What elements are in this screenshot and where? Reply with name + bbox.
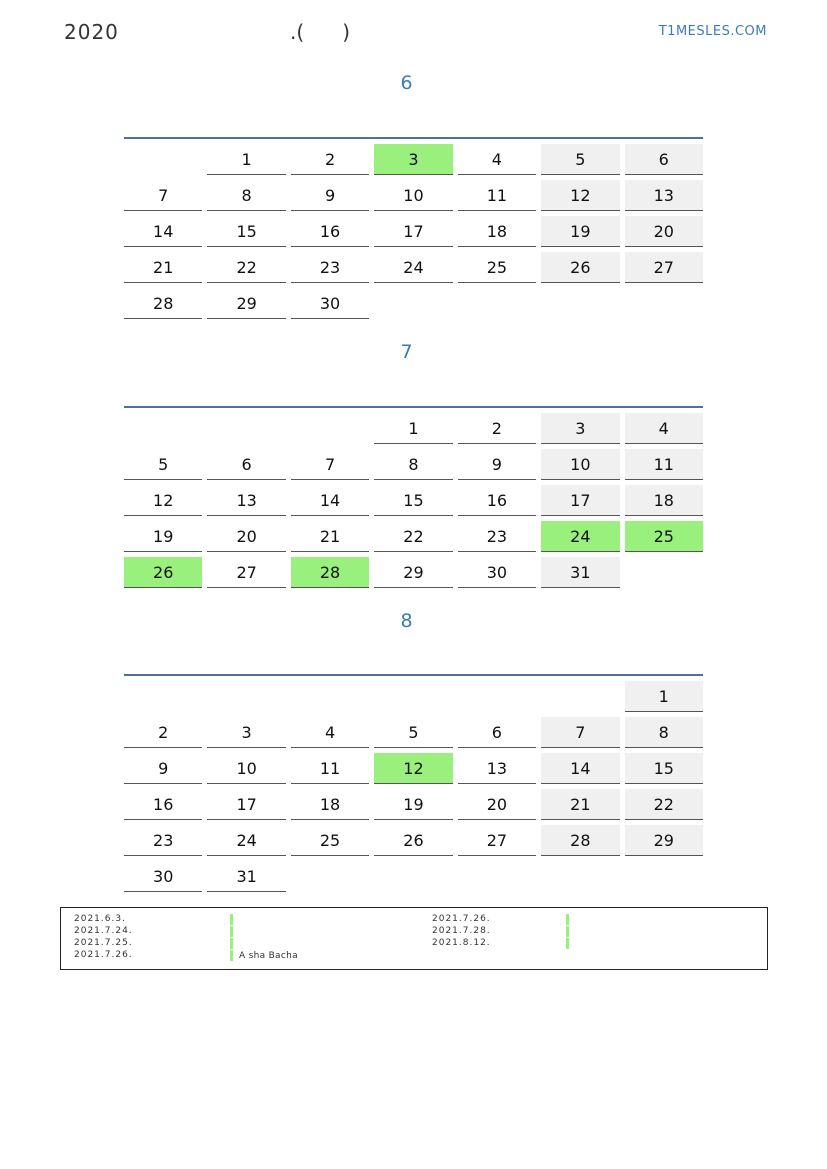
calendar-day-cell: 28 [541, 825, 619, 856]
calendar-day-cell: 7 [124, 180, 202, 211]
calendar-week-row [124, 413, 703, 444]
calendar-empty-cell [374, 861, 452, 892]
legend-row [74, 938, 414, 950]
calendar-day-cell: 18 [291, 789, 369, 820]
calendar-day-cell: 22 [374, 521, 452, 552]
calendar-day-cell: 4 [458, 144, 536, 175]
calendar-day-cell: 5 [374, 717, 452, 748]
legend-row [74, 914, 414, 926]
calendar-day-cell: 2 [124, 717, 202, 748]
calendar-day-cell: 15 [625, 753, 703, 784]
legend-date: 2021.7.28. [432, 926, 491, 936]
calendar-day-cell: 10 [541, 449, 619, 480]
holiday-legend [60, 907, 768, 970]
calendar-grid-july [124, 406, 703, 593]
legend-row [74, 926, 414, 938]
calendar-day-cell: 17 [541, 485, 619, 516]
calendar-day-cell: 20 [207, 521, 285, 552]
calendar-empty-cell [124, 144, 202, 175]
legend-date: 2021.8.12. [432, 938, 491, 948]
calendar-week-row [124, 789, 703, 820]
legend-color-swatch [230, 938, 233, 949]
calendar-day-cell: 2 [458, 413, 536, 444]
month-title-august: 8 [400, 610, 413, 632]
page-subtitle: .( ) [290, 20, 351, 44]
legend-date: 2021.6.3. [74, 914, 126, 924]
calendar-grid-june [124, 137, 703, 324]
calendar-day-cell: 30 [291, 288, 369, 319]
calendar-day-cell: 11 [458, 180, 536, 211]
calendar-empty-cell [374, 681, 452, 712]
calendar-empty-cell [124, 681, 202, 712]
legend-date: 2021.7.25. [74, 938, 133, 948]
calendar-day-cell: 31 [207, 861, 285, 892]
calendar-day-cell: 5 [541, 144, 619, 175]
legend-row [74, 950, 414, 962]
calendar-day-cell: 18 [625, 485, 703, 516]
calendar-day-cell: 5 [124, 449, 202, 480]
calendar-day-cell: 8 [625, 717, 703, 748]
month-title-july: 7 [400, 341, 413, 363]
calendar-day-cell: 23 [291, 252, 369, 283]
calendar-week-row [124, 485, 703, 516]
calendar-day-cell: 25 [291, 825, 369, 856]
calendar-week-row [124, 252, 703, 283]
calendar-week-row [124, 288, 703, 319]
calendar-day-cell: 21 [541, 789, 619, 820]
calendar-week-row [124, 717, 703, 748]
site-link[interactable]: T1MESLES.COM [658, 24, 767, 39]
calendar-week-row [124, 216, 703, 247]
calendar-empty-cell [291, 681, 369, 712]
calendar-day-cell: 16 [124, 789, 202, 820]
calendar-day-cell: 12 [374, 753, 452, 784]
calendar-week-row [124, 449, 703, 480]
calendar-day-cell: 3 [374, 144, 452, 175]
calendar-day-cell: 8 [374, 449, 452, 480]
calendar-day-cell: 7 [291, 449, 369, 480]
legend-row [432, 926, 762, 938]
calendar-day-cell: 12 [124, 485, 202, 516]
calendar-week-row [124, 825, 703, 856]
calendar-empty-cell [291, 413, 369, 444]
calendar-empty-cell [541, 288, 619, 319]
calendar-day-cell: 4 [625, 413, 703, 444]
calendar-day-cell: 14 [124, 216, 202, 247]
calendar-day-cell: 28 [124, 288, 202, 319]
calendar-day-cell: 21 [291, 521, 369, 552]
legend-date: 2021.7.24. [74, 926, 133, 936]
calendar-day-cell: 19 [124, 521, 202, 552]
legend-date: 2021.7.26. [432, 914, 491, 924]
legend-color-swatch [566, 914, 569, 925]
calendar-day-cell: 10 [374, 180, 452, 211]
calendar-day-cell: 1 [625, 681, 703, 712]
calendar-empty-cell [458, 681, 536, 712]
calendar-day-cell: 13 [625, 180, 703, 211]
legend-column-right [432, 914, 762, 950]
calendar-empty-cell [458, 288, 536, 319]
calendar-day-cell: 26 [374, 825, 452, 856]
calendar-empty-cell [458, 861, 536, 892]
calendar-day-cell: 23 [458, 521, 536, 552]
month-title-june: 6 [400, 72, 413, 94]
calendar-day-cell: 22 [625, 789, 703, 820]
calendar-week-row [124, 861, 703, 892]
calendar-empty-cell [291, 861, 369, 892]
calendar-day-cell: 13 [458, 753, 536, 784]
legend-row [432, 938, 762, 950]
calendar-day-cell: 9 [458, 449, 536, 480]
calendar-empty-cell [207, 681, 285, 712]
calendar-day-cell: 19 [541, 216, 619, 247]
calendar-day-cell: 6 [207, 449, 285, 480]
calendar-day-cell: 20 [625, 216, 703, 247]
calendar-day-cell: 24 [541, 521, 619, 552]
calendar-grid-august [124, 674, 703, 897]
calendar-day-cell: 19 [374, 789, 452, 820]
calendar-day-cell: 10 [207, 753, 285, 784]
calendar-day-cell: 15 [207, 216, 285, 247]
calendar-day-cell: 4 [291, 717, 369, 748]
calendar-day-cell: 20 [458, 789, 536, 820]
calendar-day-cell: 14 [541, 753, 619, 784]
calendar-day-cell: 11 [291, 753, 369, 784]
calendar-day-cell: 26 [541, 252, 619, 283]
calendar-day-cell: 31 [541, 557, 619, 588]
calendar-day-cell: 24 [374, 252, 452, 283]
calendar-day-cell: 13 [207, 485, 285, 516]
calendar-day-cell: 16 [291, 216, 369, 247]
calendar-week-row [124, 144, 703, 175]
calendar-empty-cell [374, 288, 452, 319]
calendar-day-cell: 18 [458, 216, 536, 247]
calendar-day-cell: 14 [291, 485, 369, 516]
calendar-empty-cell [625, 557, 703, 588]
calendar-day-cell: 23 [124, 825, 202, 856]
legend-holiday-name: A sha Bacha [239, 951, 298, 961]
calendar-day-cell: 3 [541, 413, 619, 444]
calendar-day-cell: 21 [124, 252, 202, 283]
calendar-day-cell: 29 [207, 288, 285, 319]
calendar-day-cell: 17 [374, 216, 452, 247]
calendar-day-cell: 15 [374, 485, 452, 516]
calendar-day-cell: 29 [374, 557, 452, 588]
calendar-empty-cell [541, 861, 619, 892]
calendar-day-cell: 24 [207, 825, 285, 856]
calendar-day-cell: 26 [124, 557, 202, 588]
calendar-day-cell: 8 [207, 180, 285, 211]
calendar-week-row [124, 180, 703, 211]
calendar-empty-cell [625, 288, 703, 319]
calendar-day-cell: 30 [458, 557, 536, 588]
calendar-day-cell: 30 [124, 861, 202, 892]
legend-column-left [74, 914, 414, 962]
legend-color-swatch [566, 938, 569, 949]
calendar-day-cell: 22 [207, 252, 285, 283]
calendar-day-cell: 11 [625, 449, 703, 480]
legend-color-swatch [230, 950, 233, 961]
calendar-empty-cell [207, 413, 285, 444]
calendar-week-row [124, 557, 703, 588]
calendar-day-cell: 1 [207, 144, 285, 175]
calendar-day-cell: 2 [291, 144, 369, 175]
calendar-day-cell: 25 [458, 252, 536, 283]
legend-row [432, 914, 762, 926]
calendar-day-cell: 29 [625, 825, 703, 856]
legend-color-swatch [230, 914, 233, 925]
calendar-week-row [124, 681, 703, 712]
calendar-day-cell: 12 [541, 180, 619, 211]
calendar-day-cell: 25 [625, 521, 703, 552]
calendar-day-cell: 9 [291, 180, 369, 211]
calendar-day-cell: 27 [458, 825, 536, 856]
calendar-day-cell: 3 [207, 717, 285, 748]
calendar-day-cell: 27 [625, 252, 703, 283]
calendar-day-cell: 6 [625, 144, 703, 175]
legend-color-swatch [230, 926, 233, 937]
page-title: 2020 [64, 20, 119, 44]
calendar-day-cell: 16 [458, 485, 536, 516]
legend-color-swatch [566, 926, 569, 937]
calendar-empty-cell [625, 861, 703, 892]
calendar-week-row [124, 753, 703, 784]
calendar-day-cell: 1 [374, 413, 452, 444]
calendar-day-cell: 7 [541, 717, 619, 748]
legend-date: 2021.7.26. [74, 950, 133, 960]
calendar-day-cell: 17 [207, 789, 285, 820]
calendar-day-cell: 9 [124, 753, 202, 784]
calendar-day-cell: 6 [458, 717, 536, 748]
calendar-day-cell: 27 [207, 557, 285, 588]
calendar-day-cell: 28 [291, 557, 369, 588]
calendar-empty-cell [124, 413, 202, 444]
calendar-empty-cell [541, 681, 619, 712]
calendar-week-row [124, 521, 703, 552]
